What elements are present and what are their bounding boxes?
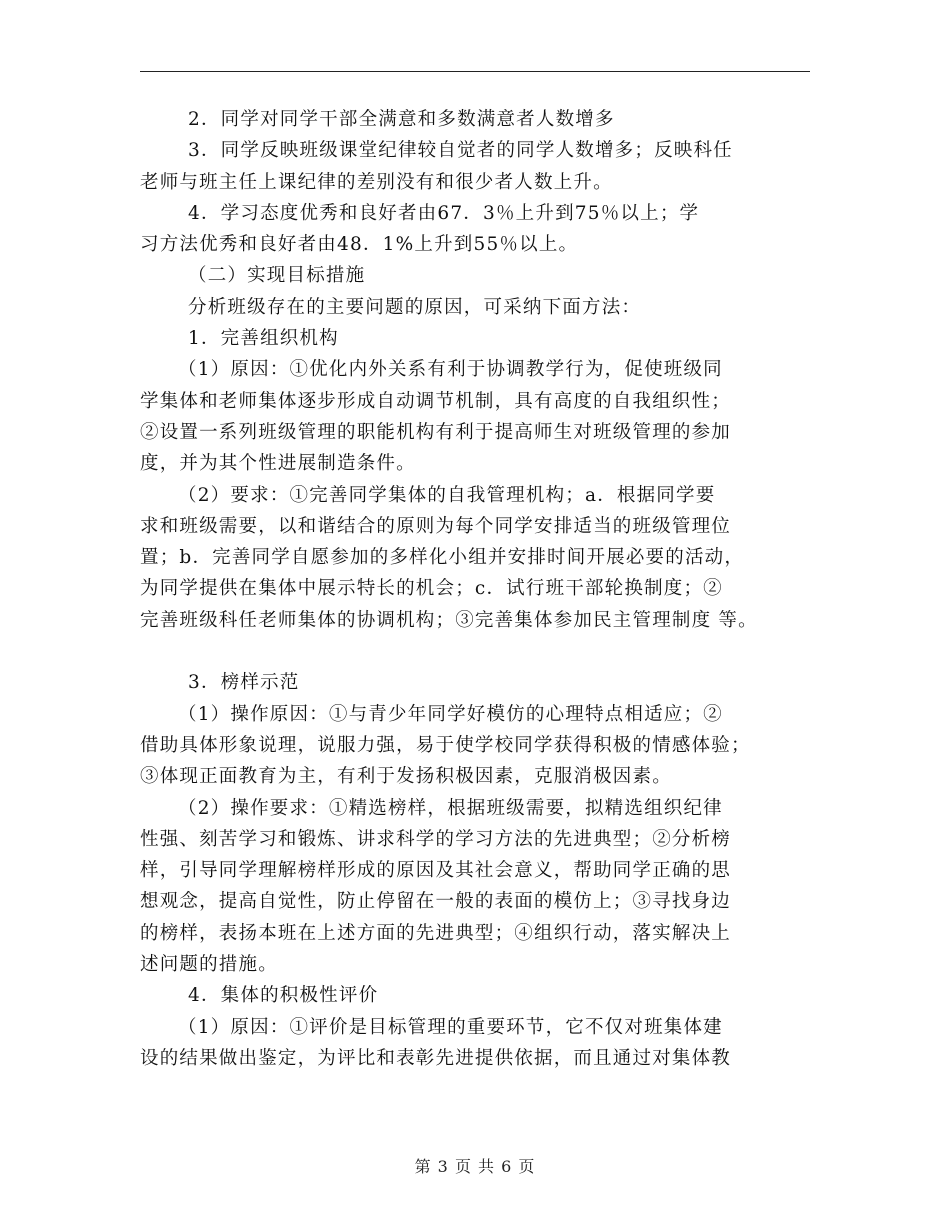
text-line: 学集体和老师集体逐步形成自动调节机制，具有高度的自我组织性； <box>140 390 732 412</box>
text-line: 4．集体的积极性评价 <box>188 985 379 1007</box>
document-body <box>140 104 830 1074</box>
text-line: 求和班级需要，以和谐结合的原则为每个同学安排适当的班级管理位 <box>140 515 732 537</box>
text-line: ②设置一系列班级管理的职能机构有利于提高师生对班级管理的参加 <box>140 421 732 443</box>
text-line: 3．同学反映班级课堂纪律较自觉者的同学人数增多；反映科任 <box>188 140 733 162</box>
text-line: 置；b．完善同学自愿参加的多样化小组并安排时间开展必要的活动， <box>140 547 745 569</box>
text-line: 习方法优秀和良好者由48．1%上升到55％以上。 <box>140 234 579 256</box>
text-line: （2）要求：①完善同学集体的自我管理机构；a．根据同学要 <box>178 484 716 506</box>
text-line: 1．完善组织机构 <box>188 328 339 350</box>
text-line: 设的结果做出鉴定，为评比和表彰先进提供依据，而且通过对集体教 <box>140 1047 732 1069</box>
text-line: 为同学提供在集体中展示特长的机会；c．试行班干部轮换制度；② <box>140 578 723 600</box>
text-line: ③体现正面教育为主，有利于发扬积极因素，克服消极因素。 <box>140 766 672 788</box>
text-line: 完善班级科任老师集体的协调机构；③完善集体参加民主管理制度 等。 <box>140 609 758 631</box>
text-line: 度，并为其个性进展制造条件。 <box>140 453 416 475</box>
text-line: 老师与班主任上课纪律的差别没有和很少者人数上升。 <box>140 171 613 193</box>
text-line: （2）操作要求：①精选榜样，根据班级需要，拟精选组织纪律 <box>178 797 723 819</box>
text-line: 3．榜样示范 <box>188 672 300 694</box>
text-line: 样，引导同学理解榜样形成的原因及其社会意义，帮助同学正确的思 <box>140 860 732 882</box>
text-line: （1）原因：①评价是目标管理的重要环节，它不仅对班集体建 <box>178 1016 723 1038</box>
text-line: 借助具体形象说理，说服力强，易于使学校同学获得积极的情感体验； <box>140 734 751 756</box>
text-line: 想观念，提高自觉性，防止停留在一般的表面的模仿上；③寻找身边 <box>140 891 732 913</box>
text-line: （二）实现目标措施 <box>188 265 366 287</box>
text-line: 2．同学对同学干部全满意和多数满意者人数增多 <box>188 109 615 130</box>
page-footer: 第 3 页 共 6 页 <box>414 1157 536 1176</box>
text-line: 4．学习态度优秀和良好者由67．3％上升到75％以上；学 <box>188 202 700 224</box>
header-rule <box>140 71 810 72</box>
text-line: 性强、刻苦学习和锻炼、讲求科学的学习方法的先进典型；②分析榜 <box>140 828 732 850</box>
text-line: 述问题的措施。 <box>140 954 278 976</box>
text-line: （1）原因：①优化内外关系有利于协调教学行为，促使班级同 <box>178 359 723 381</box>
text-line: 的榜样，表扬本班在上述方面的先进典型；④组织行动，落实解决上 <box>140 922 732 944</box>
text-line: 分析班级存在的主要问题的原因，可采纳下面方法： <box>188 296 642 318</box>
blank-line <box>140 636 830 667</box>
text-line: （1）操作原因：①与青少年同学好模仿的心理特点相适应；② <box>178 703 723 725</box>
